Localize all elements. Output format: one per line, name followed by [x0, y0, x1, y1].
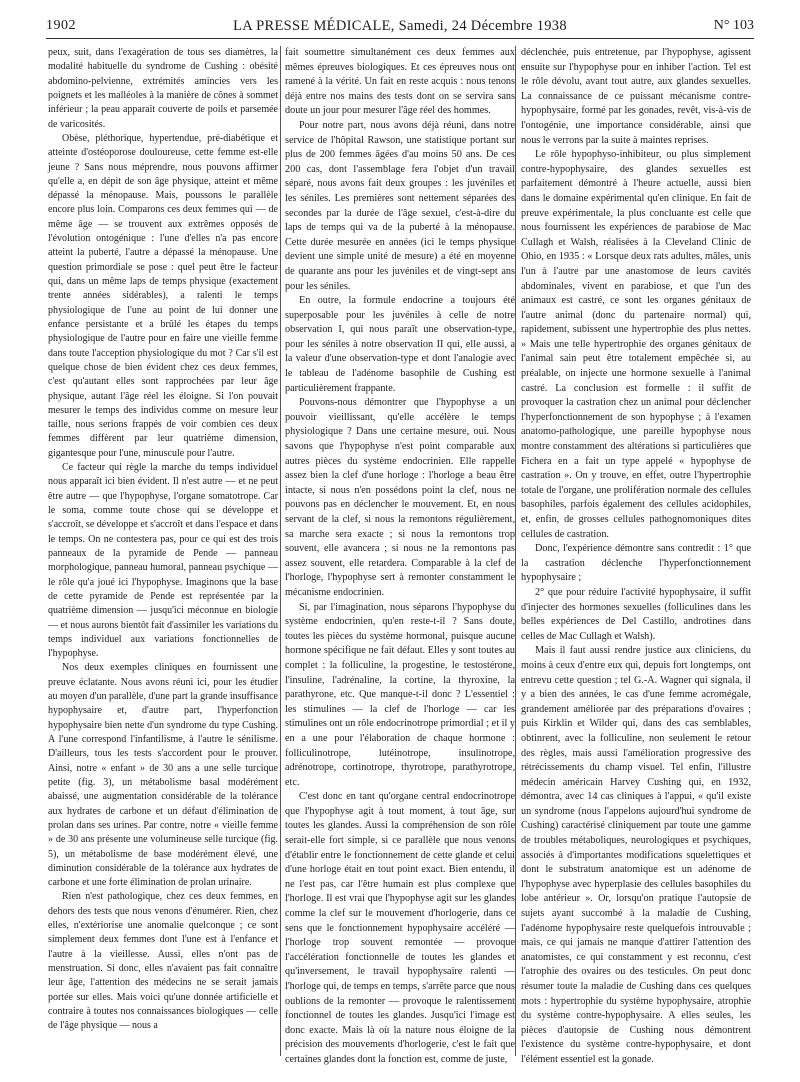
issue-number: N° 103 [713, 18, 754, 33]
column-separator [515, 46, 516, 1056]
paragraph: En outre, la formule endocrine a toujours été superposable pour les juvéniles à celle de notre observation I, qui nous paraît une observation-type, pour les séniles à notre observation II qui, elle aussi, a la valeur d'une observation-type et dont l'analogie avec le tableau de l'adénome basophile de Cushing est particulièrement frappante. [285, 295, 515, 394]
journal-title: LA PRESSE MÉDICALE, Samedi, 24 Décembre 1938 [233, 18, 567, 34]
paragraph: Ce facteur qui règle la marche du temps individuel nous apparaît ici bien évident. Il n'est autre — et ne peut être autre — que l'hypophyse, l'organe somatotrope. Car le soma, comme toute chose qui se développe et s'accroît, se développe et s'accroît et dans l'espace et dans le temps. On ne contestera pas, pour ce qui est des trois panneaux de la pyramide de Pende — panneau morphologique, panneau humoral, panneau psychique — le rôle qu'a joué ici l'hypophyse. Imaginons que la base de cette pyramide de Pende est représentée par la quatrième dimension — jusqu'ici méconnue en biologie — et nous aurons bientôt fait d'assimiler les variations du temps individuel aux variations fonctionnelles de l'hypophyse. [48, 462, 278, 660]
paragraph: Pour notre part, nous avons déjà réuni, dans notre service de l'hôpital Rawson, une statistique portant sur plus de 200 femmes âgées d'au moins 50 ans. De ces 200 cas, dont l'assemblage fera l'objet d'un travail séparé, nous avons fait deux groupes : les juvéniles et les séniles. Les premières sont nettement séparées des secondes par la durée de l'âge sexuel, c'est-à-dire du laps de temps qui va de la puberté à la ménopause. Cette durée mesurée en années (ici le temps physique devient une simple unité de mesure) a été en moyenne de quarante ans pour les juvéniles et de vingt-sept ans pour les séniles. [285, 119, 515, 292]
text-column-1 [48, 46, 278, 1034]
paragraph: Si, par l'imagination, nous séparons l'hypophyse du système endocrinien, qu'en reste-t-il ? Sans doute, toutes les pièces du système hormonal, puisque aucune hormone spécifique ne fait défaut. Elles y sont toutes au complet : la folliculine, la progestine, le testostérone, l'insuline, l'adrénaline, la cortine, la thyroxine, la parathyrone, etc. Que manque-t-il donc ? L'essentiel : les stimulines — la clef de l'horloge — car les stimulines ont un rôle endocrinotrope primordial ; et il y en a une pour l'élaboration de chaque hormone : folliculinotrope, lutéinotrope, insulinotrope, adrénotrope, cortinotrope, thyrotrope, parathyrotrope, etc. [285, 601, 515, 788]
header-rule [46, 38, 754, 39]
paragraph: C'est donc en tant qu'organe central endocrinotrope que l'hypophyse agit à tout moment, à tout âge, sur toutes les glandes. Aussi la compréhension de son rôle serait-elle fort simple, si ce parallèle que nous venons d'établir entre le fonctionnement de cette glande et celui d'une horloge était en tout point exact. Bien entendu, il ne l'est pas, car l'être humain est plus complexe que l'horloge. Il est vrai que l'hypophyse agit sur les glandes comme la clef sur le mouvement d'horlogerie, dans ce sens que le fonctionnement hypophysaire accéléré — l'horloge trop souvent remontée — provoque l'accélération fonctionnelle de toutes les glandes et qu'inversement, le travail hypophysaire ralenti — l'horloge qui, de temps en temps, s'arrête parce que nous oublions de la remonter — provoque le ralentissement fonctionnel de toutes les glandes. Jusqu'ici l'image est donc exacte. Mais là où la nature nous éloigne de la précision des mouvements d'horlogerie, c'est le fait que certaines glandes dont la fonction est, comme de juste, [285, 791, 515, 1065]
paragraph: Rien n'est pathologique, chez ces deux femmes, en dehors des tests que nous venons d'énumérer. Rien, chez elles, n'extériorise une anomalie quelconque ; ce sont simplement deux femmes dont l'une est à l'enfance et l'autre à la vieillesse. Aussi, elles n'ont pas de menstruation. Si donc, elles n'avaient pas fait connaître leur âge, l'attention des médecins ne se serait jamais portée sur elles. Mais voici qu'une donnée artificielle et contraire à toutes nos connaissances biologiques — celle de l'âge physique — nous a [48, 891, 278, 1032]
paragraph: Le rôle hypophyso-inhibiteur, ou plus simplement contre-hypophysaire, des glandes sexuelles est parfaitement démontré à l'heure actuelle, aussi bien dans le domaine expérimental qu'en clinique. En fait de preuve expérimentale, la plus concluante est celle que nous fournissent les expériences de parabiose de Mac Cullagh et Walsh, réalisées à la Cleveland Clinic de Ohio, en 1935 : « Lorsque deux rats adultes, mâles, unis l'un à l'autre par une anastomose de leurs cavités abdominales, vivent en parabiose, et que l'un des animaux est castré, ce sont les organes génitaux de l'autre animal (donc du partenaire normal) qui, rapidement, subissent une hypertrophie des plus nettes. » Mais une telle hypertrophie des organes génitaux de l'animal sain peut être totalement empêchée si, au préalable, on injecte une hormone sexuelle à l'animal castré. La conclusion est formelle : il suffit de provoquer la castration chez un animal pour déclencher l'hyperfonctionnement de son hypophyse ; à l'examen anatomo-pathologique, une pareille hypophyse nous montre constamment des altérations si particulières que Fichera en a fait un type appelé « hypophyse de castration ». On y trouve, en effet, outre l'hypertrophie totale de l'organe, une prolifération normale des cellules basophiles, parfois également des cellules acidophiles, et, enfin, de grosses cellules pathognomoniques dites cellules de castration. [521, 149, 751, 540]
paragraph: Obèse, pléthorique, hypertendue, pré-diabétique et atteinte d'ostéoporose douloureuse, cette femme est-elle jeune ? Sans nous méprendre, nous pouvons affirmer qu'elle a, en dépit de son âge physique, atteint et même dépassé la ménopause. Mais, poussons le parallèle encore plus loin. Comparons ces deux femmes qui — de même âge — se trouvent aux extrêmes opposés de l'évolution ontogénique : l'une d'elles n'a pas encore atteint la puberté, l'autre a dépassé la ménopause. Une question primordiale se pose : quel peut être le facteur qui, dans un même laps de temps physique (exactement trente années sidérables), a ralenti le temps physiologique de l'une au point de lui donner une enfance persistante et a brûlé les étapes du temps physiologique de l'autre pour en faire une vieille femme dans toute l'acception physiologique du mot ? Car s'il est quelque chose de bien évident chez ces deux femmes, c'est qu'autant elles sont rapprochées par leur âge physique, autant l'âge réel les éloigne. Si l'on pouvait mesurer le temps des individus comme on mesure leur taille, nous serions frappés de voir combien ces deux femmes diffèrent par leur quatrième dimension, gigantesque pour l'une, minuscule pour l'autre. [48, 132, 278, 459]
paragraph: Nos deux exemples cliniques en fournissent une preuve éclatante. Nous avons réuni ici, pour les étudier au moyen d'un parallèle, d'une part la grande insuffisance hypophysaire et, d'autre part, l'hyperfonction hypophysaire bien nette d'un syndrome du type Cushing. A l'une correspond l'infantilisme, à l'autre le sénilisme. D'ailleurs, tous les tests s'accordent pour le prouver. Ainsi, notre « enfant » de 30 ans a une selle turcique petite (fig. 3), un métabolisme basal modérément abaissé, une augmentation considérable de la tolérance aux hydrates de carbone et un défaut d'élimination de prolan dans ses urines. Par contre, notre « vieille femme » de 30 ans présente une volumineuse selle turcique (fig. 5), un métabolisme de base modérément élevé, une diminution considérable de la tolérance aux hydrates de carbone et une forte élimination de prolan urinaire. [48, 662, 278, 889]
paragraph: Donc, l'expérience démontre sans contredit : 1° que la castration déclenche l'hyperfonctionnement hypophysaire ; [521, 543, 751, 584]
text-column-3 [521, 46, 751, 1068]
paragraph: Mais il faut aussi rendre justice aux cliniciens, du moins à ceux d'entre eux qui, depuis fort longtemps, ont entrevu cette question ; tel G.-A. Wagner qui signala, il y a bien des années, le cas d'une femme acromégale, grandement améliorée par des préparations d'ovaires ; puis Kirklin et Wilder qui, dans des cas semblables, obtinrent, avec la folliculine, non seulement le retour des règles, mais aussi l'amélioration progressive des rétrécissements du champ visuel. Tel enfin, l'illustre médecin américain Harvey Cushing qui, en 1932, démontra, avec 14 cas cliniques à l'appui, « qu'il existe un syndrome (nous l'appelons aujourd'hui syndrome de Cushing) caractérisé cliniquement par toute une gamme de troubles métaboliques, neurologiques et psychiques, associés à d'importantes modifications squelettiques et dont le substratum anatomique est un adénome de l'hypophyse avec hyperplasie des cellules basophiles du lobe antérieur ». Or, lorsqu'on pratique l'autopsie de sujets ayant succombé à la maladie de Cushing, l'adénome hypophysaire reste quelquefois introuvable ; mais, ce qui jamais ne manque d'attirer l'attention des anatomistes, ce qui constamment y est reconnu, c'est l'atrophie des ovaires ou des testicules. On peut donc résumer toute la maladie de Cushing dans ces quelques mots : hypertrophie du système hypophysaire, atrophie du système contre-hypophysaire. A elles seules, les pièces d'autopsie de Cushing nous démontrent l'existence du système contre-hypophysaire, et dont l'élément essentiel est la gonade. [521, 645, 751, 1065]
page-header [46, 18, 754, 40]
paragraph: fait soumettre simultanément ces deux femmes aux mêmes épreuves biologiques. Et ces épreuves nous ont ramené à la vérité. Un fait en reste acquis : nous tenons déjà entre nos mains des tests dont on se servira sans doute un jour pour mesurer l'âge réel des hommes. [285, 47, 515, 117]
paragraph: peux, suit, dans l'exagération de tous ses diamètres, la modalité habituelle du syndrome de Cushing : obésité abdomino-pelvienne, extrémités amincies vers les poignets et les malléoles à la manière de cônes à sommet inférieur ; la peau apparait couverte de poils et parsemée de varicosités. [48, 47, 278, 130]
page-number: 1902 [46, 18, 76, 33]
paragraph: déclenchée, puis entretenue, par l'hypophyse, agissent ensuite sur l'hypophyse pour en inhiber l'action. Tel est le rôle dévolu, avant tout autre, aux glandes sexuelles. La connaissance de ce puissant mécanisme contre-hypophysaire, formé par les gonades, revêt, vis-à-vis de l'ontogénie, une importance considérable, ainsi que nous le verrons par la suite à maintes reprises. [521, 47, 751, 146]
paragraph: Pouvons-nous démontrer que l'hypophyse a un pouvoir vieillissant, qu'elle accélère le temps physiologique ? Dans une certaine mesure, oui. Nous savons que l'hypophyse n'est point comparable aux autres pièces du système endocrinien. Elle rappelle assez bien la clef d'une horloge : l'horloge a beau être intacte, si nous n'en possédons point la clef, nous ne pouvons pas en déclencher le mouvement. Et, en nous servant de la clef, si nous la remontons régulièrement, sa marche sera exacte ; si nous la remontons trop souvent, elle avancera ; si nous ne la remontons pas assez souvent, elle retardera. Comparable à la clef de l'horloge, l'hypophyse sert à remonter constamment le mécanisme endocrinien. [285, 397, 515, 598]
column-separator [280, 46, 281, 1056]
text-column-2 [285, 46, 515, 1068]
paragraph: 2° que pour réduire l'activité hypophysaire, il suffit d'injecter des hormones sexuelles (folliculines dans les belles expériences de Del Castillo, androtines dans celles de Mac Cullagh et Walsh). [521, 586, 751, 642]
